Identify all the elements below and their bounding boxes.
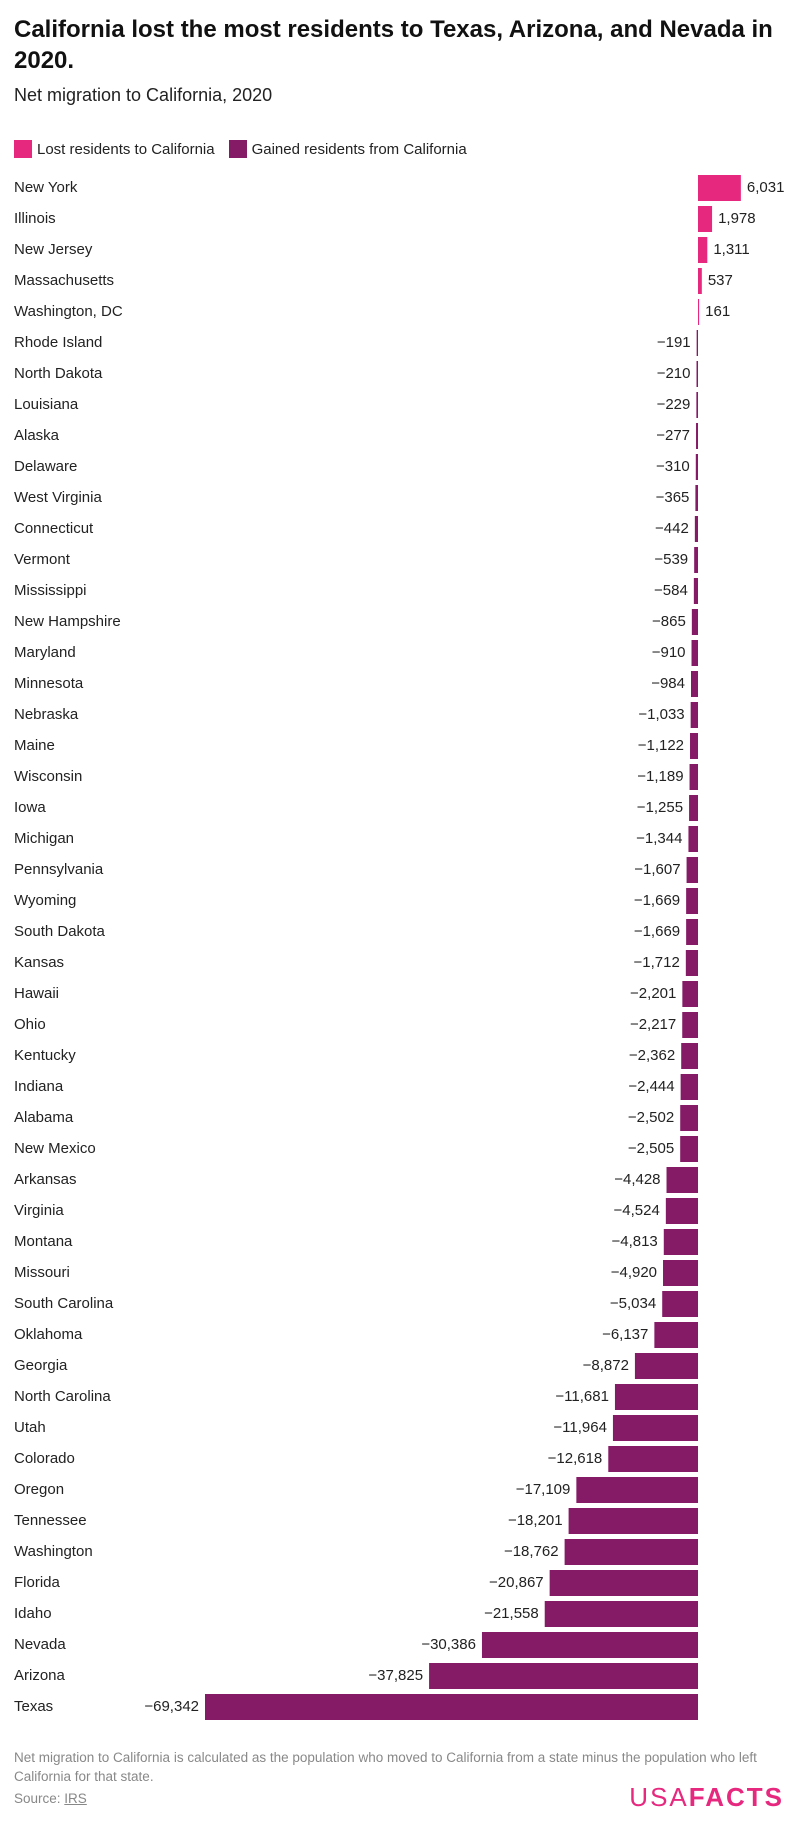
value-label-florida: −20,867 (489, 1573, 544, 1591)
value-label-north-carolina: −11,681 (555, 1387, 609, 1405)
category-label-new-hampshire: New Hampshire (14, 612, 121, 630)
category-label-minnesota: Minnesota (14, 674, 84, 692)
bar-oklahoma (654, 1322, 698, 1348)
category-label-new-mexico: New Mexico (14, 1139, 96, 1157)
chart-title: California lost the most residents to Texas, Arizona, and Nevada in 2020. (14, 16, 773, 74)
bar-south-dakota (686, 919, 698, 945)
value-label-connecticut: −442 (655, 519, 689, 537)
chart-subtitle: Net migration to California, 2020 (14, 85, 273, 105)
category-label-north-dakota: North Dakota (14, 364, 103, 382)
value-label-mississippi: −584 (654, 581, 688, 599)
bar-kansas (686, 950, 698, 976)
bar-washington-dc (698, 299, 699, 325)
value-label-vermont: −539 (654, 550, 689, 568)
category-label-vermont: Vermont (14, 550, 70, 568)
value-label-montana: −4,813 (611, 1232, 658, 1250)
value-label-michigan: −1,344 (636, 829, 683, 847)
bar-minnesota (691, 671, 698, 697)
source-line (14, 1791, 87, 1806)
bar-illinois (698, 206, 712, 232)
category-label-alaska: Alaska (14, 426, 60, 444)
category-label-virginia: Virginia (14, 1201, 64, 1219)
footnote: Net migration to California is calculated as the population who moved to California from a state minus the population who left California for that state. (14, 1750, 757, 1784)
value-label-colorado: −12,618 (547, 1449, 603, 1467)
bar-hawaii (682, 981, 698, 1007)
category-label-louisiana: Louisiana (14, 395, 79, 413)
legend-label-gained: Gained residents from California (251, 140, 467, 158)
value-label-alaska: −277 (656, 426, 691, 444)
category-label-hawaii: Hawaii (14, 984, 60, 1002)
value-label-tennessee: −18,201 (507, 1511, 563, 1529)
bar-nebraska (691, 702, 698, 728)
value-label-south-dakota: −1,669 (633, 922, 681, 940)
value-label-missouri: −4,920 (610, 1263, 658, 1281)
value-label-nevada: −30,386 (421, 1635, 476, 1653)
category-label-pennsylvania: Pennsylvania (14, 860, 104, 878)
bar-new-hampshire (692, 609, 698, 635)
value-label-utah: −11,964 (553, 1418, 607, 1436)
category-label-washington-dc: Washington, DC (14, 302, 123, 320)
value-label-washington-dc: 161 (705, 302, 731, 320)
category-label-nebraska: Nebraska (14, 705, 79, 723)
category-label-indiana: Indiana (14, 1077, 64, 1095)
value-label-louisiana: −229 (656, 395, 691, 413)
bar-wyoming (686, 888, 698, 914)
value-label-minnesota: −984 (651, 674, 686, 692)
bar-louisiana (696, 392, 698, 418)
category-label-washington: Washington (14, 1542, 93, 1560)
value-label-delaware: −310 (655, 457, 690, 475)
bar-arizona (429, 1663, 698, 1689)
bar-new-mexico (680, 1136, 698, 1162)
value-label-kansas: −1,712 (633, 953, 680, 971)
bar-colorado (608, 1446, 698, 1472)
value-label-iowa: −1,255 (636, 798, 684, 816)
value-label-virginia: −4,524 (613, 1201, 660, 1219)
category-label-maine: Maine (14, 736, 55, 754)
bar-indiana (681, 1074, 698, 1100)
value-label-west-virginia: −365 (655, 488, 690, 506)
value-label-washington: −18,762 (503, 1542, 559, 1560)
value-label-new-mexico: −2,505 (627, 1139, 675, 1157)
value-label-georgia: −8,872 (582, 1356, 629, 1374)
value-label-maine: −1,122 (637, 736, 685, 754)
category-label-rhode-island: Rhode Island (14, 333, 103, 351)
value-label-oregon: −17,109 (515, 1480, 571, 1498)
bar-nevada (482, 1632, 698, 1658)
legend-label-lost: Lost residents to California (37, 140, 215, 158)
category-label-new-york: New York (14, 178, 78, 196)
value-label-massachusetts: 537 (707, 271, 733, 289)
bar-virginia (666, 1198, 698, 1224)
category-label-wisconsin: Wisconsin (14, 767, 83, 785)
usafacts-logo (629, 1782, 784, 1813)
category-label-missouri: Missouri (14, 1263, 70, 1281)
bar-delaware (696, 454, 698, 480)
bar-idaho (545, 1601, 698, 1627)
bar-kentucky (681, 1043, 698, 1069)
value-label-wisconsin: −1,189 (637, 767, 684, 785)
category-label-nevada: Nevada (14, 1635, 66, 1653)
category-label-kansas: Kansas (14, 953, 65, 971)
bar-texas (205, 1694, 698, 1720)
value-label-arizona: −37,825 (368, 1666, 424, 1684)
category-label-alabama: Alabama (14, 1108, 74, 1126)
category-label-wyoming: Wyoming (14, 891, 77, 909)
value-label-wyoming: −1,669 (633, 891, 681, 909)
bar-arkansas (667, 1167, 698, 1193)
category-label-north-carolina: North Carolina (14, 1387, 111, 1405)
value-label-texas: −69,342 (144, 1697, 199, 1715)
value-label-pennsylvania: −1,607 (634, 860, 681, 878)
category-label-connecticut: Connecticut (14, 519, 94, 537)
bar-iowa (689, 795, 698, 821)
category-label-ohio: Ohio (14, 1015, 46, 1033)
value-label-south-carolina: −5,034 (609, 1294, 657, 1312)
bar-new-jersey (698, 237, 707, 263)
value-label-indiana: −2,444 (628, 1077, 675, 1095)
category-label-iowa: Iowa (14, 798, 46, 816)
bar-alabama (680, 1105, 698, 1131)
category-label-georgia: Georgia (14, 1356, 68, 1374)
bar-montana (664, 1229, 698, 1255)
bar-oregon (576, 1477, 698, 1503)
bar-washington (565, 1539, 698, 1565)
category-label-idaho: Idaho (14, 1604, 52, 1622)
logo-part-facts: FACTS (688, 1782, 784, 1812)
bar-new-york (698, 175, 741, 201)
bar-north-dakota (697, 361, 698, 387)
category-label-west-virginia: West Virginia (14, 488, 102, 506)
category-label-south-dakota: South Dakota (14, 922, 105, 940)
value-label-kentucky: −2,362 (628, 1046, 676, 1064)
category-label-mississippi: Mississippi (14, 581, 87, 599)
value-label-north-dakota: −210 (656, 364, 691, 382)
category-label-massachusetts: Massachusetts (14, 271, 115, 289)
category-label-maryland: Maryland (14, 643, 76, 661)
bar-south-carolina (662, 1291, 698, 1317)
category-label-oklahoma: Oklahoma (14, 1325, 83, 1343)
category-label-delaware: Delaware (14, 457, 78, 475)
bar-alaska (696, 423, 698, 449)
bar-florida (550, 1570, 698, 1596)
logo-part-usa: USA (629, 1782, 689, 1812)
value-label-alabama: −2,502 (627, 1108, 675, 1126)
category-label-montana: Montana (14, 1232, 73, 1250)
bar-maine (690, 733, 698, 759)
value-label-maryland: −910 (651, 643, 686, 661)
value-label-arkansas: −4,428 (614, 1170, 661, 1188)
category-label-florida: Florida (14, 1573, 60, 1591)
category-label-utah: Utah (14, 1418, 46, 1436)
category-label-kentucky: Kentucky (14, 1046, 76, 1064)
category-label-tennessee: Tennessee (14, 1511, 87, 1529)
value-label-nebraska: −1,033 (638, 705, 685, 723)
category-label-michigan: Michigan (14, 829, 75, 847)
category-label-new-jersey: New Jersey (14, 240, 93, 258)
bar-vermont (694, 547, 698, 573)
bar-maryland (692, 640, 698, 666)
source-label: Source: (14, 1791, 61, 1806)
bar-tennessee (569, 1508, 698, 1534)
value-label-rhode-island: −191 (656, 333, 691, 351)
category-label-texas: Texas (14, 1697, 54, 1715)
bar-connecticut (695, 516, 698, 542)
value-label-new-york: 6,031 (746, 178, 785, 196)
category-label-illinois: Illinois (14, 209, 56, 227)
bar-michigan (688, 826, 698, 852)
bar-mississippi (694, 578, 698, 604)
value-label-hawaii: −2,201 (630, 984, 677, 1002)
bar-massachusetts (698, 268, 702, 294)
value-label-idaho: −21,558 (484, 1604, 539, 1622)
category-label-arizona: Arizona (14, 1666, 65, 1684)
value-label-oklahoma: −6,137 (602, 1325, 649, 1343)
category-label-south-carolina: South Carolina (14, 1294, 114, 1312)
bar-ohio (682, 1012, 698, 1038)
bar-utah (613, 1415, 698, 1441)
bar-georgia (635, 1353, 698, 1379)
bar-pennsylvania (687, 857, 698, 883)
value-label-illinois: 1,978 (718, 209, 756, 227)
value-label-new-hampshire: −865 (652, 612, 686, 630)
bar-north-carolina (615, 1384, 698, 1410)
bar-missouri (663, 1260, 698, 1286)
value-label-new-jersey: 1,311 (713, 240, 750, 258)
source-link[interactable]: IRS (64, 1791, 87, 1806)
category-label-arkansas: Arkansas (14, 1170, 77, 1188)
category-label-oregon: Oregon (14, 1480, 65, 1498)
value-label-ohio: −2,217 (629, 1015, 677, 1033)
bar-west-virginia (695, 485, 698, 511)
category-label-colorado: Colorado (14, 1449, 75, 1467)
bar-wisconsin (690, 764, 698, 790)
bar-rhode-island (697, 330, 698, 356)
